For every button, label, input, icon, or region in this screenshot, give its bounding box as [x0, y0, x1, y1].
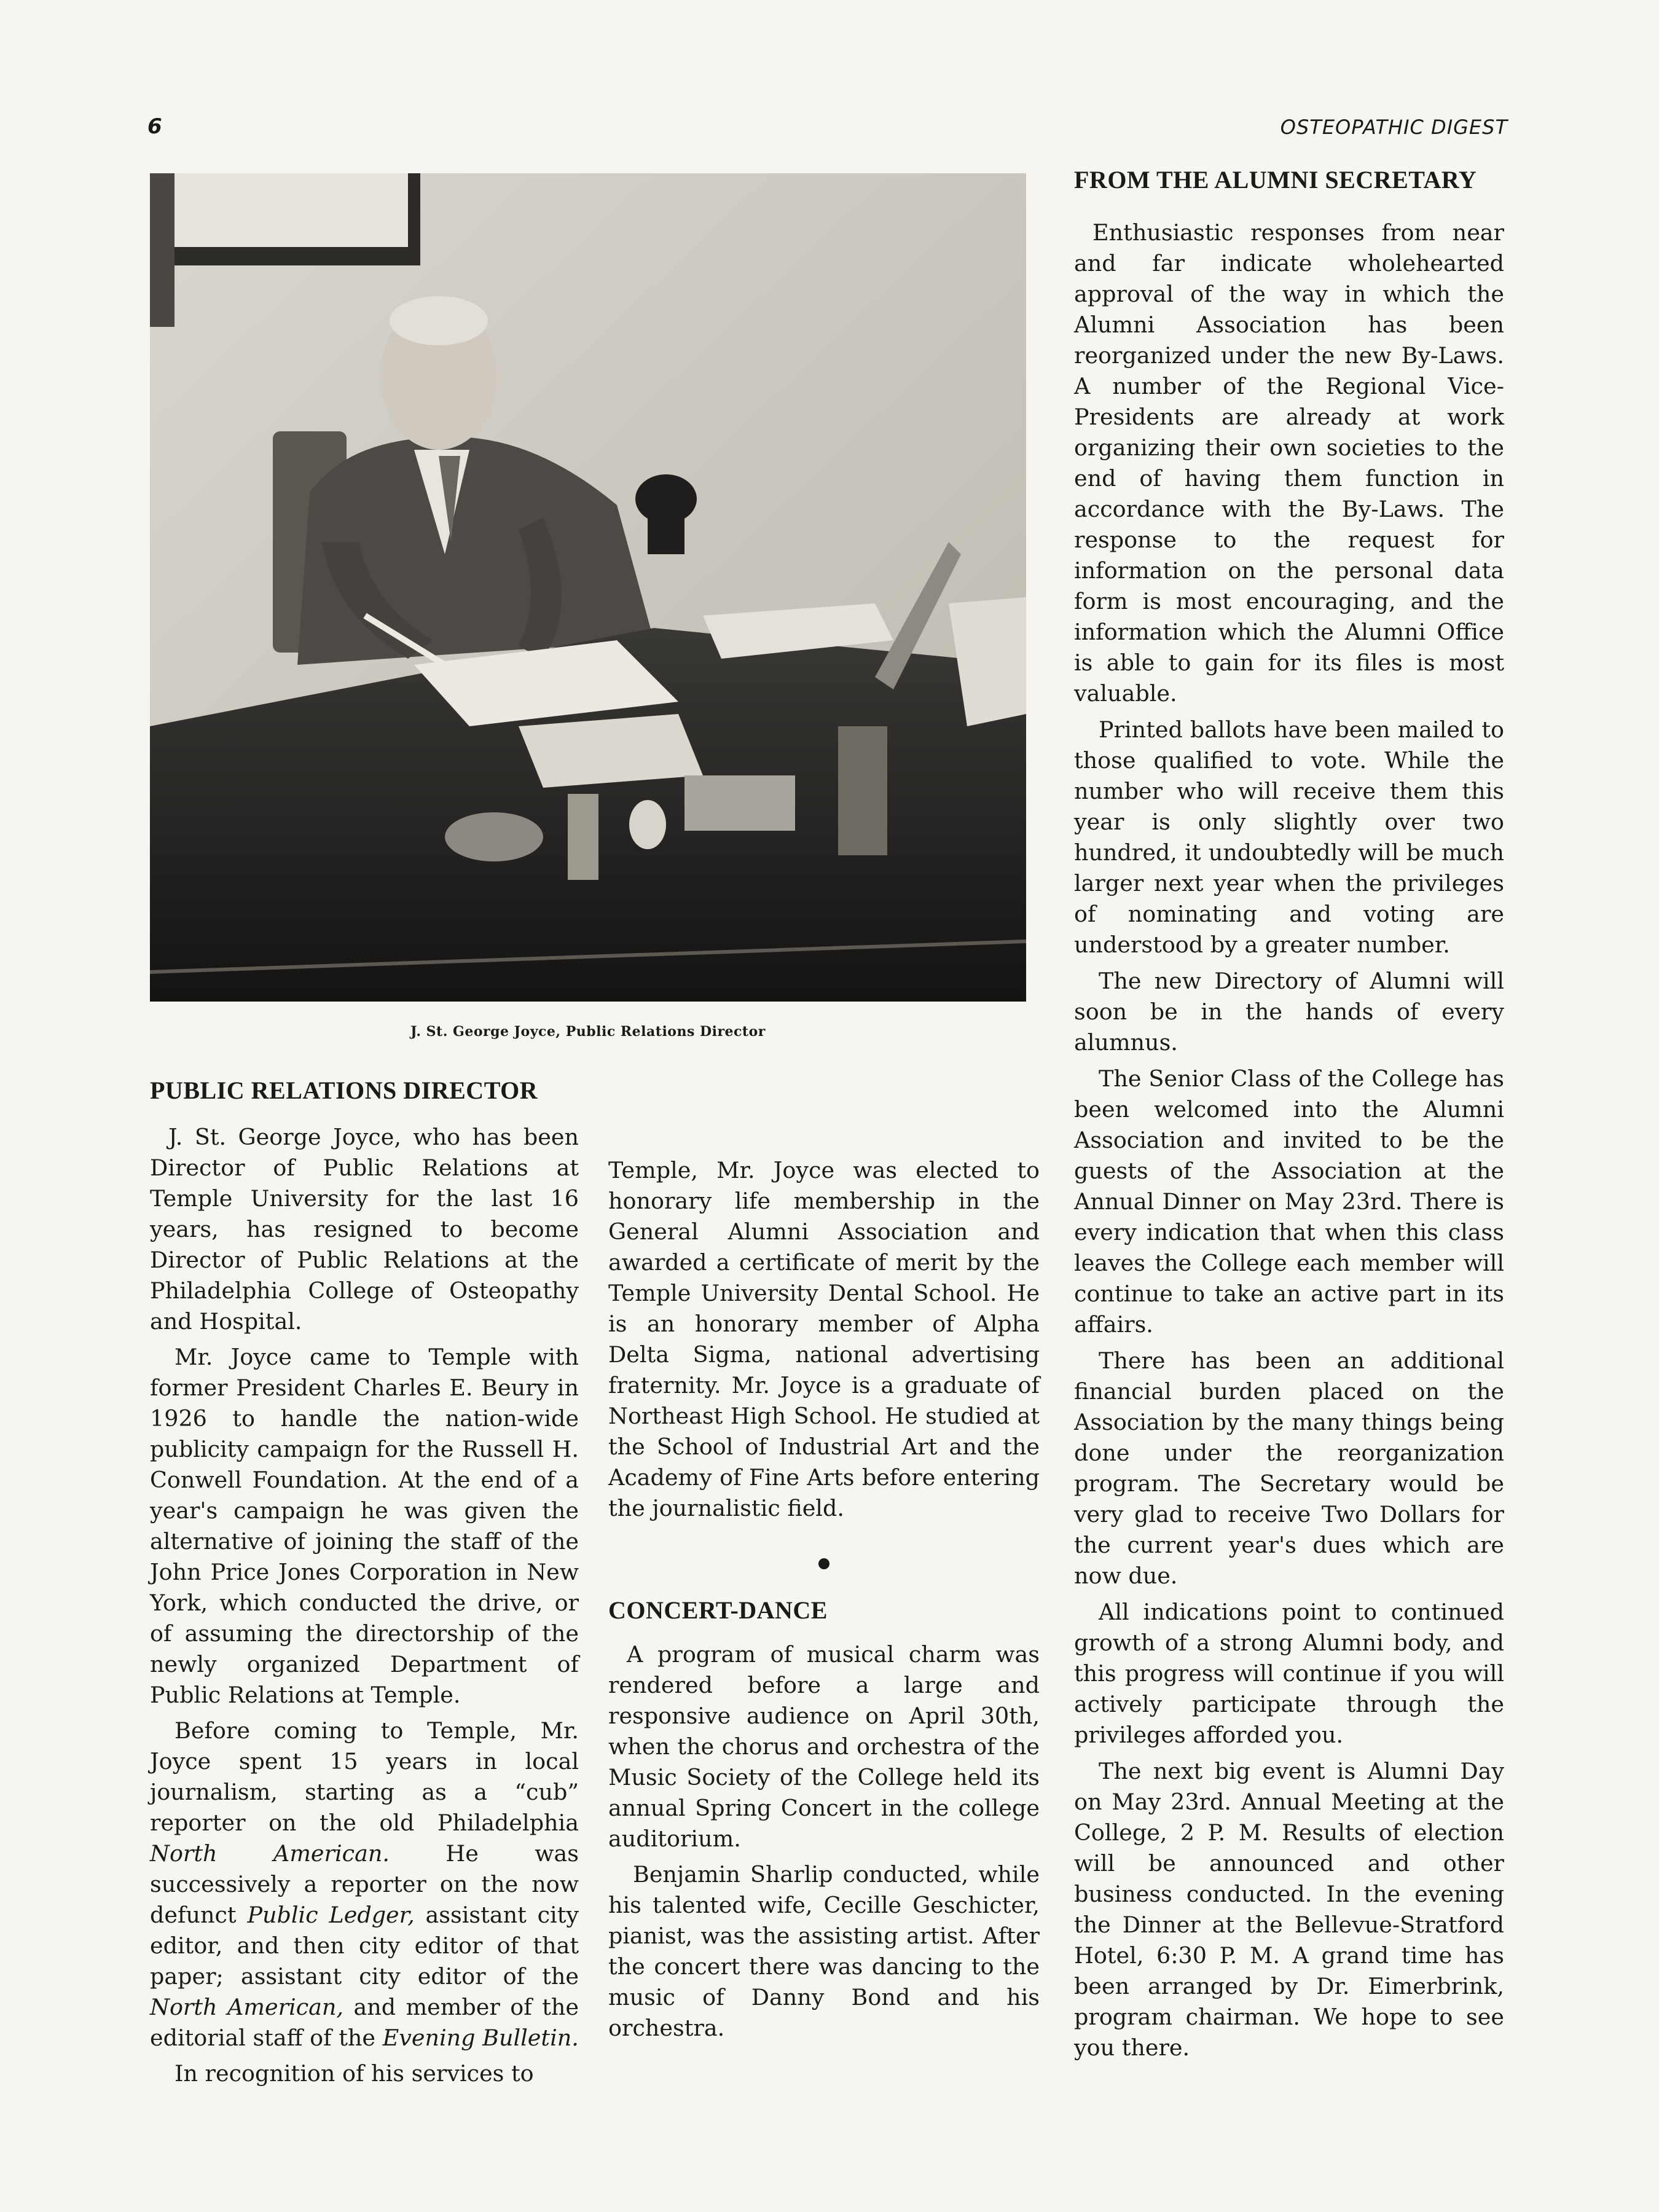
alumni-paragraph-1: Enthusiastic responses from near and far indicate wholehearted approval of the way in which the Alumni Association has been reorganized under the new By-Laws. A number of the Regional Vice-Presidents are already at work organizing their own societies to the end of having them function in accordance with the By-Laws. The response to the request for information on the personal data form is most encouraging, and the information which the Alumni Office is able to gain for its files is most valuable. [1074, 219, 1504, 707]
photo-illustration [150, 173, 1026, 1002]
public-relations-heading: PUBLIC RELATIONS DIRECTOR [150, 1077, 538, 1104]
publication-title: OSTEOPATHIC DIGEST [1280, 116, 1508, 139]
pr-p3-g: and member of the editorial staff of the [150, 1994, 579, 2051]
concert-paragraph-1: A program of musical charm was rendered before a large and responsive audience on April 30th, when the chorus and orchestra of the Music Society of the College held its annual Spring Concert in the college auditorium. [608, 1641, 1040, 1852]
pr-p3-b: North American. [150, 1840, 390, 1867]
page-number: 6 [147, 114, 162, 139]
section-divider-bullet [818, 1558, 830, 1569]
public-relations-article-col1 [150, 1075, 579, 2094]
alumni-paragraph-2: Printed ballots have been mailed to those qualified to vote. While the number who will receive them this year is only slightly over two hundred, it undoubtedly will be much larger next year when the privileges of nominating and voting are understood by a greater number. [1074, 716, 1504, 958]
alumni-paragraph-4: The Senior Class of the College has been welcomed into the Alumni Association and invited to be the guests of the Association at the Annual Dinner on May 23rd. There is every indication that when this class leaves the College each member will continue to take an active part in its affairs. [1074, 1065, 1504, 1338]
pr-p3-c: He was successively a reporter on the now defunct [150, 1840, 579, 1928]
pr-paragraph-4a: In recognition of his services to [175, 2060, 534, 2087]
pr-p3-d: Public Ledger, [247, 1902, 415, 1928]
pr-paragraph-4b: Temple, Mr. Joyce was elected to honorary life membership in the General Alumni Association and awarded a certificate of merit by the Temple University Dental School. He is an honorary member of Alpha Delta Sigma, national advertising fraternity. Mr. Joyce is a graduate of Northeast High School. He studied at the School of Industrial Art and the Academy of Fine Arts before entering the journalistic field. [608, 1157, 1040, 1521]
photo-caption: J. St. George Joyce, Public Relations Director [410, 1024, 766, 1040]
pr-paragraph-2: Mr. Joyce came to Temple with former President Charles E. Beury in 1926 to handle the nation-wide publicity campaign for the Russell H. Conwell Foundation. At the end of a year's campaign he was given the alternative of joining the staff of the John Price Jones Corporation in New York, which conducted the drive, or of assuming the directorship of the newly organized Department of Public Relations at Temple. [150, 1344, 579, 1708]
concert-heading: CONCERT-DANCE [608, 1596, 828, 1624]
pr-p3-f: North American, [150, 1994, 344, 2020]
article-col2 [608, 1155, 1040, 2049]
pr-p3-h: Evening Bulletin. [382, 2025, 579, 2051]
pr-p3-a: Before coming to Temple, Mr. Joyce spent 15 years in local journalism, starting as a “cub” reporter on the old Philadelphia [150, 1717, 579, 1836]
portrait-photo [150, 173, 1026, 1002]
concert-paragraph-2: Benjamin Sharlip conducted, while his talented wife, Cecille Geschicter, pianist, was the assisting artist. After the concert there was dancing to the music of Danny Bond and his orchestra. [608, 1861, 1040, 2041]
pr-paragraph-3 [150, 1716, 579, 2053]
alumni-paragraph-6: All indications point to continued growth of a strong Alumni body, and this progress will continue if you will actively participate through the privileges afforded you. [1074, 1599, 1504, 1748]
alumni-article [1074, 165, 1504, 2069]
alumni-paragraph-3: The new Directory of Alumni will soon be in the hands of every alumnus. [1074, 968, 1504, 1056]
pr-p3-e: assistant city editor, and then city editor of that paper; assistant city editor of the [150, 1902, 579, 1990]
alumni-heading: FROM THE ALUMNI SECRETARY [1074, 166, 1477, 194]
pr-paragraph-1: J. St. George Joyce, who has been Director of Public Relations at Temple University for the last 16 years, has resigned to become Director of Public Relations at the Philadelphia College of Osteopathy and Hospital. [150, 1124, 579, 1335]
alumni-paragraph-7: The next big event is Alumni Day on May 23rd. Annual Meeting at the College, 2 P. M. Results of election will be announced and other business conducted. In the evening the Dinner at the Bellevue-Stratford Hotel, 6:30 P. M. A grand time has been arranged by Dr. Eimerbrink, program chairman. We hope to see you there. [1074, 1758, 1504, 2061]
alumni-paragraph-5: There has been an additional financial burden placed on the Association by the many things being done under the reorganization program. The Secretary would be very glad to receive Two Dollars for the current year's dues which are now due. [1074, 1347, 1504, 1589]
